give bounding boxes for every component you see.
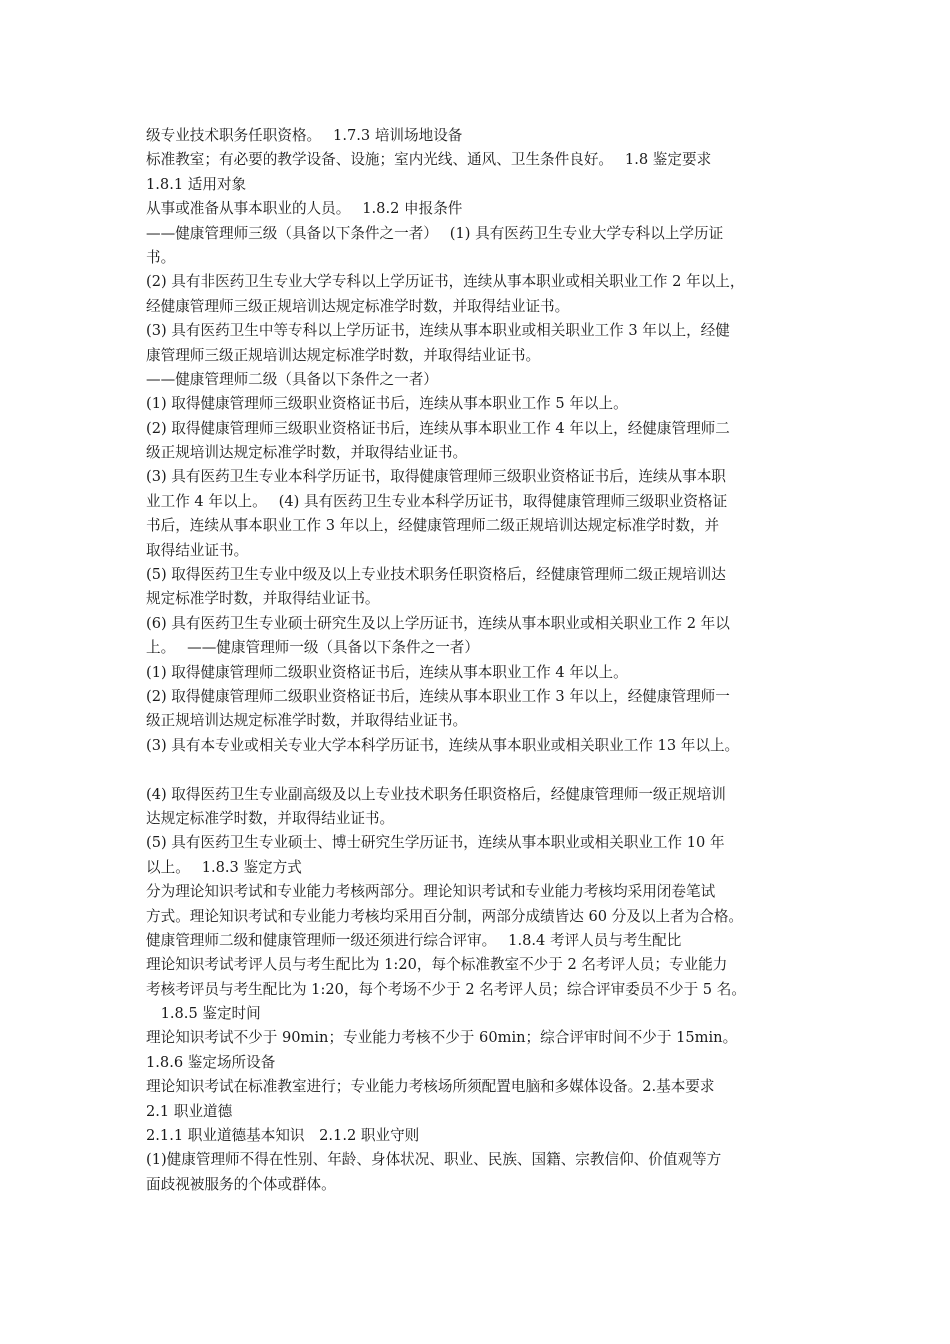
text-line: 理论知识考试不少于 90min；专业能力考核不少于 60min；综合评审时间不少于 15min。: [146, 1029, 738, 1047]
text-line: [146, 758, 826, 782]
text-line: 级专业技术职务任职资格。 1.7.3 培训场地设备: [146, 127, 463, 144]
text-line: ——健康管理师二级（具备以下条件之一者）: [146, 370, 438, 388]
text-line: 上。 ——健康管理师一级（具备以下条件之一者）: [146, 639, 479, 657]
text-line: 1.8.1 适用对象: [146, 175, 247, 193]
text-line: 书。: [146, 248, 176, 266]
text-line: (1) 取得健康管理师二级职业资格证书后，连续从事本职业工作 4 年以上。: [146, 663, 628, 681]
text-line: 理论知识考试考评人员与考生配比为 1:20，每个标准教室不少于 2 名考评人员；专业能力: [146, 956, 728, 974]
text-line: 理论知识考试在标准教室进行；专业能力考核场所须配置电脑和多媒体设备。2.基本要求: [146, 1078, 715, 1096]
text-line: (5) 取得医药卫生专业中级及以上专业技术职务任职资格后，经健康管理师二级正规培训达: [146, 566, 726, 584]
text-line: (3) 具有本专业或相关专业大学本科学历证书，连续从事本职业或相关职业工作 13 年以上。: [146, 736, 740, 754]
text-line: 书后，连续从事本职业工作 3 年以上，经健康管理师二级正规培训达规定标准学时数，并: [146, 517, 720, 535]
text-line: (3) 具有医药卫生中等专科以上学历证书，连续从事本职业或相关职业工作 3 年以上，经健: [146, 322, 730, 340]
text-line: 级正规培训达规定标准学时数，并取得结业证书。: [146, 712, 468, 730]
text-line: 业工作 4 年以上。 (4) 具有医药卫生专业本科学历证书，取得健康管理师三级职业资格证: [146, 492, 728, 510]
text-line: 康管理师三级正规培训达规定标准学时数，并取得结业证书。: [146, 346, 541, 364]
text-line: (5) 具有医药卫生专业硕士、博士研究生学历证书，连续从事本职业或相关职业工作 10 年: [146, 834, 725, 852]
text-line: (6) 具有医药卫生专业硕士研究生及以上学历证书，连续从事本职业或相关职业工作 2 年以: [146, 614, 730, 632]
text-line: (1) 取得健康管理师三级职业资格证书后，连续从事本职业工作 5 年以上。: [146, 395, 628, 413]
text-line: 级正规培训达规定标准学时数，并取得结业证书。: [146, 444, 468, 462]
text-line: (2) 取得健康管理师三级职业资格证书后，连续从事本职业工作 4 年以上，经健康管理师二: [146, 419, 730, 437]
text-line: 面歧视被服务的个体或群体。: [146, 1175, 336, 1193]
text-line: 标准教室；有必要的教学设备、设施；室内光线、通风、卫生条件良好。 1.8 鉴定要求: [146, 151, 712, 169]
text-line: (1)健康管理师不得在性别、年龄、身体状况、职业、民族、国籍、宗教信仰、价值观等方: [146, 1151, 722, 1169]
text-line: 方式。理论知识考试和专业能力考核均采用百分制，两部分成绩皆达 60 分及以上者为合格。: [146, 907, 744, 925]
text-line: (4) 取得医药卫生专业副高级及以上专业技术职务任职资格后，经健康管理师一级正规培训: [146, 785, 726, 803]
text-line: 规定标准学时数，并取得结业证书。: [146, 590, 380, 608]
text-line: 2.1.1 职业道德基本知识 2.1.2 职业守则: [146, 1127, 420, 1145]
text-line: 取得结业证书。: [146, 541, 249, 559]
text-line: 分为理论知识考试和专业能力考核两部分。理论知识考试和专业能力考核均采用闭卷笔试: [146, 883, 716, 901]
text-line: 健康管理师二级和健康管理师一级还须进行综合评审。 1.8.4 考评人员与考生配比: [146, 931, 682, 949]
text-line: 从事或准备从事本职业的人员。 1.8.2 申报条件: [146, 200, 463, 218]
text-line: 考核考评员与考生配比为 1:20，每个考场不少于 2 名考评人员；综合评审委员不少于 5 名。: [146, 980, 746, 998]
text-line: (2) 具有非医药卫生专业大学专科以上学历证书，连续从事本职业或相关职业工作 2 年以上，: [146, 273, 745, 291]
text-line: 达规定标准学时数，并取得结业证书。: [146, 809, 395, 827]
text-line: ——健康管理师三级（具备以下条件之一者） (1) 具有医药卫生专业大学专科以上学历证: [146, 224, 724, 242]
text-line: 1.8.5 鉴定时间: [146, 1005, 261, 1023]
text-line: (2) 取得健康管理师二级职业资格证书后，连续从事本职业工作 3 年以上，经健康管理师一: [146, 687, 730, 705]
text-line: 以上。 1.8.3 鉴定方式: [146, 858, 302, 876]
text-line: 经健康管理师三级正规培训达规定标准学时数，并取得结业证书。: [146, 297, 570, 315]
text-line: 2.1 职业道德: [146, 1102, 233, 1120]
text-line: (3) 具有医药卫生专业本科学历证书，取得健康管理师三级职业资格证书后，连续从事本职: [146, 468, 726, 486]
text-line: 1.8.6 鉴定场所设备: [146, 1053, 276, 1071]
document-page: [146, 124, 826, 1197]
